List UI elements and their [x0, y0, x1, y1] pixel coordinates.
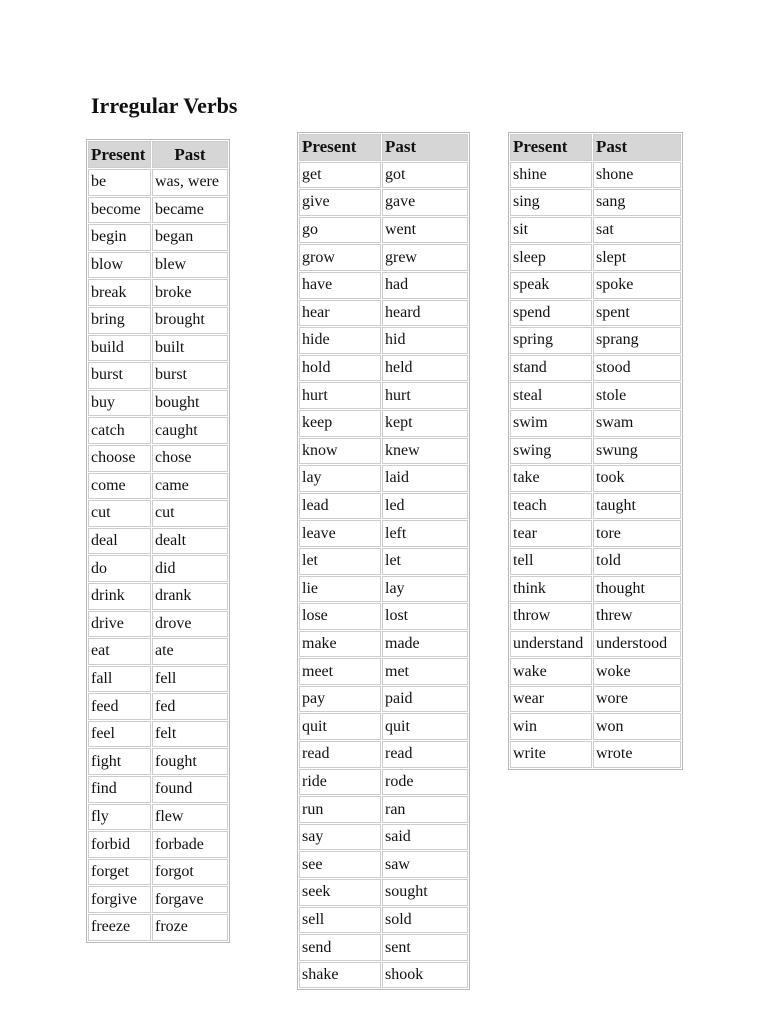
page-title: Irregular Verbs	[91, 93, 238, 118]
table-row	[299, 355, 468, 382]
past-form-cell: laid	[382, 465, 468, 492]
past-form-cell: sought	[382, 879, 468, 906]
table-row	[88, 307, 228, 334]
table-row	[88, 500, 228, 527]
present-form-cell: teach	[510, 493, 592, 520]
past-form-cell: cut	[152, 500, 228, 527]
present-form-cell: ride	[299, 769, 381, 796]
past-column-header: Past	[382, 134, 468, 161]
table-row	[510, 686, 681, 713]
past-form-cell: froze	[152, 914, 228, 941]
table-row	[299, 686, 468, 713]
present-form-cell: say	[299, 824, 381, 851]
past-form-cell: spent	[593, 300, 681, 327]
past-form-cell: told	[593, 548, 681, 575]
past-form-cell: quit	[382, 713, 468, 740]
past-form-cell: fell	[152, 666, 228, 693]
present-form-cell: freeze	[88, 914, 151, 941]
past-form-cell: began	[152, 224, 228, 251]
past-form-cell: sprang	[593, 327, 681, 354]
table-row	[88, 721, 228, 748]
table-row	[88, 555, 228, 582]
table-row	[88, 445, 228, 472]
present-form-cell: have	[299, 272, 381, 299]
past-form-cell: saw	[382, 851, 468, 878]
table-row	[299, 272, 468, 299]
past-form-cell: built	[152, 335, 228, 362]
past-form-cell: felt	[152, 721, 228, 748]
past-form-cell: stole	[593, 382, 681, 409]
past-form-cell: went	[382, 217, 468, 244]
past-form-cell: flew	[152, 804, 228, 831]
past-form-cell: chose	[152, 445, 228, 472]
table-row	[299, 548, 468, 575]
table-row	[88, 252, 228, 279]
table-row	[510, 410, 681, 437]
present-form-cell: fly	[88, 804, 151, 831]
past-form-cell: spoke	[593, 272, 681, 299]
past-form-cell: sold	[382, 907, 468, 934]
past-form-cell: bought	[152, 390, 228, 417]
table-row	[510, 465, 681, 492]
present-form-cell: leave	[299, 520, 381, 547]
past-form-cell: left	[382, 520, 468, 547]
table-row	[299, 382, 468, 409]
table-row	[299, 631, 468, 658]
table-row	[510, 244, 681, 271]
present-form-cell: grow	[299, 244, 381, 271]
table-row	[299, 907, 468, 934]
past-form-cell: kept	[382, 410, 468, 437]
past-form-cell: gave	[382, 189, 468, 216]
header-row	[88, 141, 228, 168]
past-form-cell: woke	[593, 658, 681, 685]
table-row	[88, 611, 228, 638]
table-row	[88, 693, 228, 720]
table-row	[510, 272, 681, 299]
past-form-cell: came	[152, 473, 228, 500]
past-form-cell: knew	[382, 438, 468, 465]
table-row	[510, 713, 681, 740]
past-form-cell: heard	[382, 300, 468, 327]
past-form-cell: lay	[382, 576, 468, 603]
present-form-cell: bring	[88, 307, 151, 334]
table-row	[299, 244, 468, 271]
past-form-cell: held	[382, 355, 468, 382]
present-form-cell: let	[299, 548, 381, 575]
past-form-cell: lost	[382, 603, 468, 630]
past-form-cell: forgot	[152, 859, 228, 886]
present-form-cell: send	[299, 934, 381, 961]
past-form-cell: sat	[593, 217, 681, 244]
table-row	[88, 362, 228, 389]
present-form-cell: throw	[510, 603, 592, 630]
present-form-cell: find	[88, 776, 151, 803]
table-row	[88, 776, 228, 803]
present-form-cell: think	[510, 576, 592, 603]
past-form-cell: forbade	[152, 831, 228, 858]
past-form-cell: got	[382, 162, 468, 189]
table-row	[510, 217, 681, 244]
present-form-cell: spring	[510, 327, 592, 354]
past-form-cell: drove	[152, 611, 228, 638]
present-form-cell: begin	[88, 224, 151, 251]
present-form-cell: speak	[510, 272, 592, 299]
past-form-cell: was, were	[152, 169, 228, 196]
present-form-cell: drink	[88, 583, 151, 610]
present-form-cell: drive	[88, 611, 151, 638]
table-row	[88, 197, 228, 224]
past-form-cell: fought	[152, 748, 228, 775]
past-form-cell: won	[593, 713, 681, 740]
present-form-cell: swim	[510, 410, 592, 437]
past-form-cell: taught	[593, 493, 681, 520]
past-form-cell: rode	[382, 769, 468, 796]
table-row	[510, 658, 681, 685]
past-form-cell: swung	[593, 438, 681, 465]
present-form-cell: see	[299, 851, 381, 878]
present-form-cell: cut	[88, 500, 151, 527]
present-form-cell: fight	[88, 748, 151, 775]
present-form-cell: do	[88, 555, 151, 582]
present-form-cell: take	[510, 465, 592, 492]
table-row	[88, 279, 228, 306]
table-row	[510, 438, 681, 465]
past-form-cell: became	[152, 197, 228, 224]
past-form-cell: shone	[593, 162, 681, 189]
present-form-cell: spend	[510, 300, 592, 327]
verb-table-2	[297, 132, 470, 990]
present-form-cell: burst	[88, 362, 151, 389]
present-form-cell: deal	[88, 528, 151, 555]
present-form-cell: lose	[299, 603, 381, 630]
table-row	[510, 382, 681, 409]
present-column-header: Present	[510, 134, 592, 161]
table-row	[299, 217, 468, 244]
past-form-cell: broke	[152, 279, 228, 306]
present-form-cell: understand	[510, 631, 592, 658]
present-form-cell: run	[299, 796, 381, 823]
past-form-cell: grew	[382, 244, 468, 271]
present-form-cell: make	[299, 631, 381, 658]
table-row	[299, 934, 468, 961]
past-form-cell: did	[152, 555, 228, 582]
present-form-cell: hide	[299, 327, 381, 354]
table-row	[88, 473, 228, 500]
present-form-cell: eat	[88, 638, 151, 665]
past-form-cell: burst	[152, 362, 228, 389]
past-form-cell: sang	[593, 189, 681, 216]
past-form-cell: said	[382, 824, 468, 851]
table-row	[88, 638, 228, 665]
table-row	[88, 748, 228, 775]
present-form-cell: sleep	[510, 244, 592, 271]
past-column-header: Past	[152, 141, 228, 168]
table-row	[510, 631, 681, 658]
present-form-cell: feel	[88, 721, 151, 748]
past-form-cell: slept	[593, 244, 681, 271]
table-row	[88, 528, 228, 555]
present-form-cell: forget	[88, 859, 151, 886]
table-row	[510, 327, 681, 354]
table-row	[299, 658, 468, 685]
table-row	[88, 859, 228, 886]
table-row	[510, 603, 681, 630]
present-form-cell: come	[88, 473, 151, 500]
table-row	[510, 741, 681, 768]
present-form-cell: read	[299, 741, 381, 768]
present-form-cell: give	[299, 189, 381, 216]
table-row	[299, 603, 468, 630]
present-form-cell: sell	[299, 907, 381, 934]
past-form-cell: stood	[593, 355, 681, 382]
present-form-cell: hold	[299, 355, 381, 382]
present-form-cell: forgive	[88, 886, 151, 913]
past-form-cell: wrote	[593, 741, 681, 768]
present-form-cell: break	[88, 279, 151, 306]
present-form-cell: lay	[299, 465, 381, 492]
present-form-cell: go	[299, 217, 381, 244]
table-row	[510, 300, 681, 327]
present-form-cell: seek	[299, 879, 381, 906]
present-form-cell: win	[510, 713, 592, 740]
past-form-cell: hid	[382, 327, 468, 354]
table-row	[510, 189, 681, 216]
past-form-cell: dealt	[152, 528, 228, 555]
present-form-cell: keep	[299, 410, 381, 437]
table-row	[299, 962, 468, 989]
table-row	[299, 189, 468, 216]
past-form-cell: paid	[382, 686, 468, 713]
table-row	[299, 824, 468, 851]
past-form-cell: threw	[593, 603, 681, 630]
present-form-cell: steal	[510, 382, 592, 409]
past-form-cell: read	[382, 741, 468, 768]
present-form-cell: shine	[510, 162, 592, 189]
table-row	[299, 851, 468, 878]
table-row	[299, 769, 468, 796]
verb-table-1	[86, 139, 230, 943]
present-form-cell: pay	[299, 686, 381, 713]
table-row	[88, 886, 228, 913]
table-row	[88, 390, 228, 417]
table-row	[299, 465, 468, 492]
past-column-header: Past	[593, 134, 681, 161]
present-form-cell: lead	[299, 493, 381, 520]
table-row	[299, 438, 468, 465]
table-row	[299, 741, 468, 768]
past-form-cell: swam	[593, 410, 681, 437]
present-form-cell: hurt	[299, 382, 381, 409]
header-row	[510, 134, 681, 161]
present-form-cell: fall	[88, 666, 151, 693]
past-form-cell: took	[593, 465, 681, 492]
past-form-cell: understood	[593, 631, 681, 658]
present-form-cell: get	[299, 162, 381, 189]
table-row	[510, 493, 681, 520]
present-form-cell: lie	[299, 576, 381, 603]
table-row	[88, 335, 228, 362]
past-form-cell: led	[382, 493, 468, 520]
present-form-cell: stand	[510, 355, 592, 382]
past-form-cell: sent	[382, 934, 468, 961]
present-form-cell: tear	[510, 520, 592, 547]
present-form-cell: quit	[299, 713, 381, 740]
past-form-cell: caught	[152, 417, 228, 444]
table-row	[299, 576, 468, 603]
present-form-cell: shake	[299, 962, 381, 989]
present-form-cell: feed	[88, 693, 151, 720]
table-row	[299, 520, 468, 547]
table-row	[299, 300, 468, 327]
present-column-header: Present	[88, 141, 151, 168]
present-form-cell: meet	[299, 658, 381, 685]
table-row	[88, 914, 228, 941]
table-row	[299, 713, 468, 740]
past-form-cell: made	[382, 631, 468, 658]
verb-table-3	[508, 132, 683, 770]
table-row	[299, 327, 468, 354]
table-row	[510, 520, 681, 547]
present-column-header: Present	[299, 134, 381, 161]
present-form-cell: know	[299, 438, 381, 465]
past-form-cell: tore	[593, 520, 681, 547]
present-form-cell: wake	[510, 658, 592, 685]
past-form-cell: blew	[152, 252, 228, 279]
present-form-cell: sit	[510, 217, 592, 244]
present-form-cell: become	[88, 197, 151, 224]
present-form-cell: blow	[88, 252, 151, 279]
past-form-cell: found	[152, 776, 228, 803]
table-row	[88, 666, 228, 693]
table-row	[510, 548, 681, 575]
table-row	[88, 804, 228, 831]
present-form-cell: forbid	[88, 831, 151, 858]
past-form-cell: shook	[382, 962, 468, 989]
past-form-cell: had	[382, 272, 468, 299]
past-form-cell: brought	[152, 307, 228, 334]
present-form-cell: build	[88, 335, 151, 362]
past-form-cell: fed	[152, 693, 228, 720]
table-row	[88, 831, 228, 858]
past-form-cell: let	[382, 548, 468, 575]
table-row	[88, 417, 228, 444]
present-form-cell: wear	[510, 686, 592, 713]
past-form-cell: ate	[152, 638, 228, 665]
table-row	[299, 493, 468, 520]
past-form-cell: ran	[382, 796, 468, 823]
present-form-cell: swing	[510, 438, 592, 465]
present-form-cell: tell	[510, 548, 592, 575]
past-form-cell: met	[382, 658, 468, 685]
table-row	[88, 169, 228, 196]
present-form-cell: buy	[88, 390, 151, 417]
table-row	[88, 583, 228, 610]
present-form-cell: be	[88, 169, 151, 196]
past-form-cell: hurt	[382, 382, 468, 409]
table-row	[88, 224, 228, 251]
present-form-cell: hear	[299, 300, 381, 327]
present-form-cell: catch	[88, 417, 151, 444]
past-form-cell: wore	[593, 686, 681, 713]
past-form-cell: thought	[593, 576, 681, 603]
table-row	[510, 355, 681, 382]
table-row	[299, 410, 468, 437]
present-form-cell: choose	[88, 445, 151, 472]
table-row	[299, 879, 468, 906]
table-row	[510, 576, 681, 603]
present-form-cell: write	[510, 741, 592, 768]
past-form-cell: drank	[152, 583, 228, 610]
present-form-cell: sing	[510, 189, 592, 216]
table-row	[299, 796, 468, 823]
table-row	[299, 162, 468, 189]
header-row	[299, 134, 468, 161]
past-form-cell: forgave	[152, 886, 228, 913]
table-row	[510, 162, 681, 189]
